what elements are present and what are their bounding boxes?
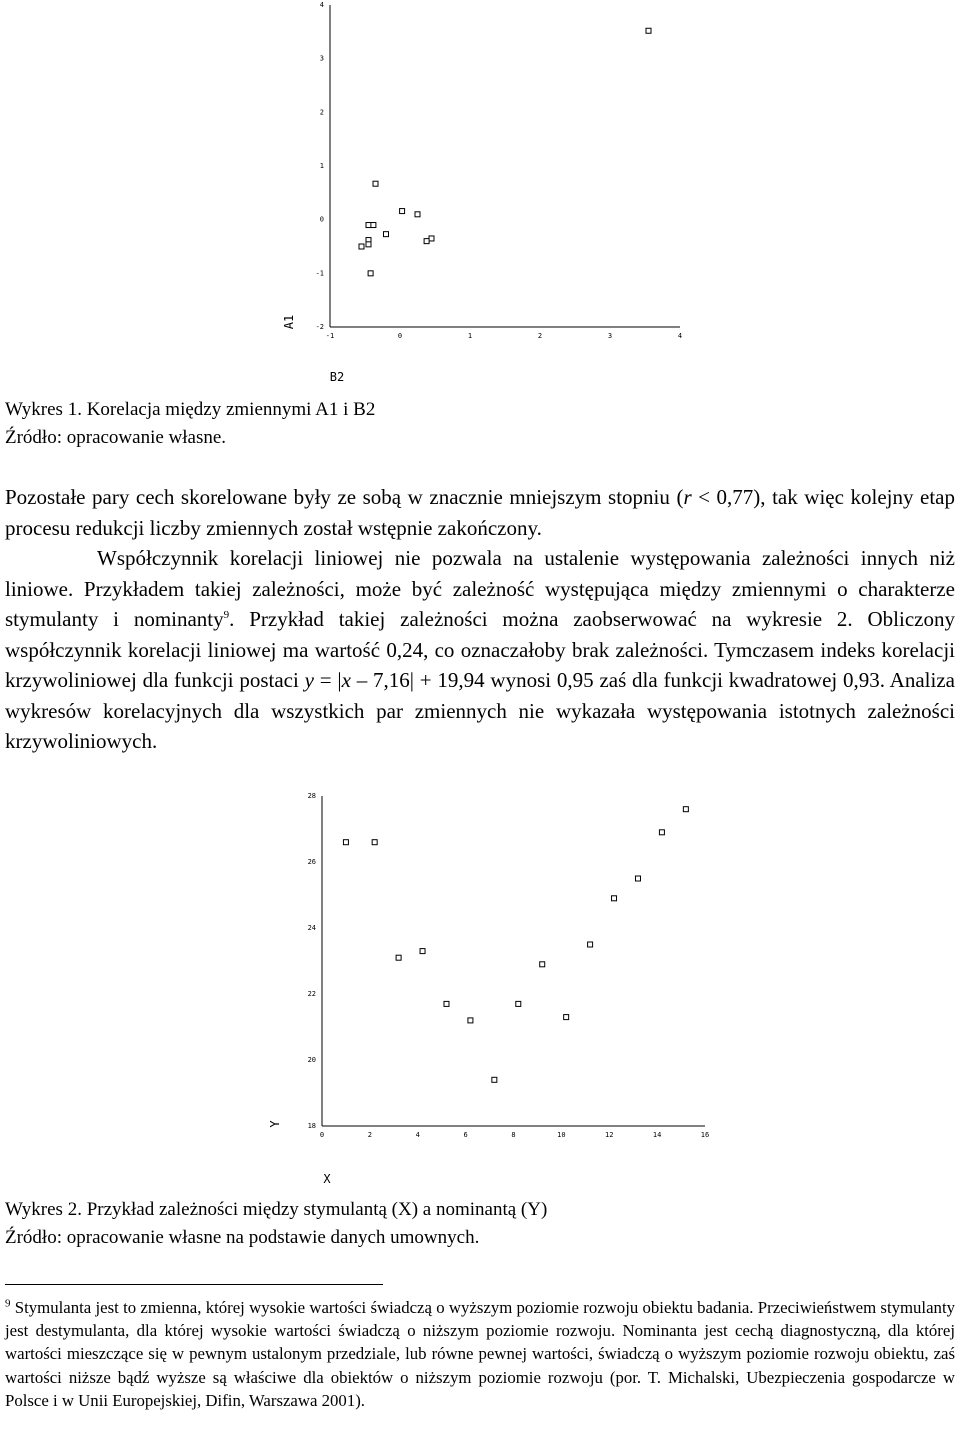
data-point <box>372 840 377 845</box>
x-tick-label: 3 <box>607 332 613 340</box>
y-tick-label: 18 <box>307 1122 316 1130</box>
footnote-ref[interactable]: 9 <box>223 609 230 621</box>
data-point <box>683 807 688 812</box>
data-point <box>359 244 364 249</box>
data-point <box>424 239 429 244</box>
x-tick-label: 4 <box>677 332 683 340</box>
figure-2-source: Źródło: opracowanie własne na podstawie danych umownych. <box>5 1227 480 1248</box>
x-tick-label: -1 <box>325 332 335 340</box>
data-point <box>415 212 420 217</box>
data-point <box>646 28 651 33</box>
y-tick-label: 4 <box>319 1 324 9</box>
x-tick-label: 10 <box>557 1131 566 1139</box>
x-tick-label: 16 <box>700 1131 710 1139</box>
data-point <box>468 1018 473 1023</box>
data-point <box>373 181 378 186</box>
figure-1-source: Źródło: opracowanie własne. <box>5 427 227 448</box>
y-axis-label: Y <box>268 1120 282 1128</box>
data-point <box>444 1001 449 1006</box>
data-point <box>492 1077 497 1082</box>
y-tick-label: 0 <box>319 215 324 224</box>
figure-1-title: Wykres 1. Korelacja między zmiennymi A1 i B2 <box>5 399 376 420</box>
x-tick-label: 0 <box>397 332 403 340</box>
scatter-chart-a1-b2 <box>0 0 960 390</box>
data-point <box>371 223 376 228</box>
paragraph-2: Współczynnik korelacji liniowej nie pozwala na ustalenie występowania zależności innych niż liniowe. Przykładem takiej zależności, może być zależność występująca między zmiennymi o charakterze stymulanty i nominanty$^9$. Przykład takiej zależności można zaobserwować na wykresie 2. Obliczony współczynnik korelacji liniowej ma wartość 0,24, co oznaczałoby brak zależności. Tymczasem indeks korelacji krzywoliniowej dla funkcji postaci y = |x – 7,16| + 19,94 wynosi 0,95 zaś dla funkcji kwadratowej 0,93. Analiza wykresów korelacyjnych dla wszystkich par zmiennych nie wykazała występowania istotnych zależności krzywoliniowych. <box>5 546 955 753</box>
data-point <box>420 949 425 954</box>
x-tick-label: 2 <box>367 1131 372 1139</box>
data-point <box>368 271 373 276</box>
x-tick-label: 12 <box>605 1131 614 1139</box>
data-point <box>366 242 371 247</box>
x-tick-label: 8 <box>511 1131 516 1139</box>
y-tick-label: 24 <box>307 924 316 932</box>
paragraph-1: Pozostałe pary cech skorelowane były ze sobą w znacznie mniejszym stopniu (r < 0,77), tak więc kolejny etap procesu redukcji liczby zmiennych został wstępnie zakończony. <box>5 485 955 540</box>
body-text <box>5 482 955 757</box>
x-tick-label: 14 <box>652 1131 662 1139</box>
data-point <box>400 209 405 214</box>
y-tick-label: 1 <box>319 162 324 170</box>
scatter-chart-x-y <box>0 785 960 1190</box>
footnote-number: 9 <box>5 1297 11 1310</box>
x-tick-label: 0 <box>319 1131 325 1139</box>
y-tick-label: 20 <box>307 1056 316 1064</box>
data-point <box>429 236 434 241</box>
x-axis-label: X <box>323 1172 331 1186</box>
data-point <box>612 896 617 901</box>
y-tick-label: 3 <box>319 54 324 63</box>
data-point <box>564 1015 569 1020</box>
x-tick-label: 1 <box>467 332 473 340</box>
data-point <box>659 830 664 835</box>
y-axis-label: A1 <box>282 314 296 330</box>
figure-2-title: Wykres 2. Przykład zależności między stymulantą (X) a nominantą (Y) <box>5 1199 548 1220</box>
y-tick-label: 2 <box>319 108 324 117</box>
y-tick-label: -2 <box>315 323 324 331</box>
x-tick-label: 2 <box>537 332 543 340</box>
y-tick-label: 22 <box>307 990 316 998</box>
x-tick-label: 6 <box>463 1131 468 1139</box>
x-axis-label: B2 <box>329 370 345 384</box>
footnote: $^9$ Stymulanta jest to zmienna, której wysokie wartości świadczą o wyższym poziomie rozwoju obiektu badania. Przeciwieństwem stymulanty jest destymulanta, dla której wysokie wartości świadczą o niższym poziomie rozwoju. Nominanta jest cechą diagnostyczną, dla której wartości mieszczące się w pewnym ustalonym przedziale, lub równe pewnej wartości, świadczą o wyższym poziomie rozwoju obiektu, zaś wartości niższe bądź wyższe są właściwe dla obiektów o niższym poziomie rozwoju (por. T. Michalski, Ubezpieczenia gospodarcze w Polsce i w Unii Europejskiej, Difin, Warszawa 2001). <box>5 1297 955 1410</box>
data-point <box>366 223 371 228</box>
data-point <box>540 962 545 967</box>
y-tick-label: 28 <box>307 792 316 800</box>
y-tick-label: 26 <box>307 858 316 866</box>
data-point <box>635 876 640 881</box>
data-point <box>588 942 593 947</box>
data-point <box>516 1001 521 1006</box>
data-point <box>343 840 348 845</box>
x-tick-label: 4 <box>415 1131 420 1139</box>
data-point <box>384 232 389 237</box>
footnote-divider <box>5 1284 383 1285</box>
data-point <box>396 955 401 960</box>
y-tick-label: -1 <box>315 269 324 278</box>
